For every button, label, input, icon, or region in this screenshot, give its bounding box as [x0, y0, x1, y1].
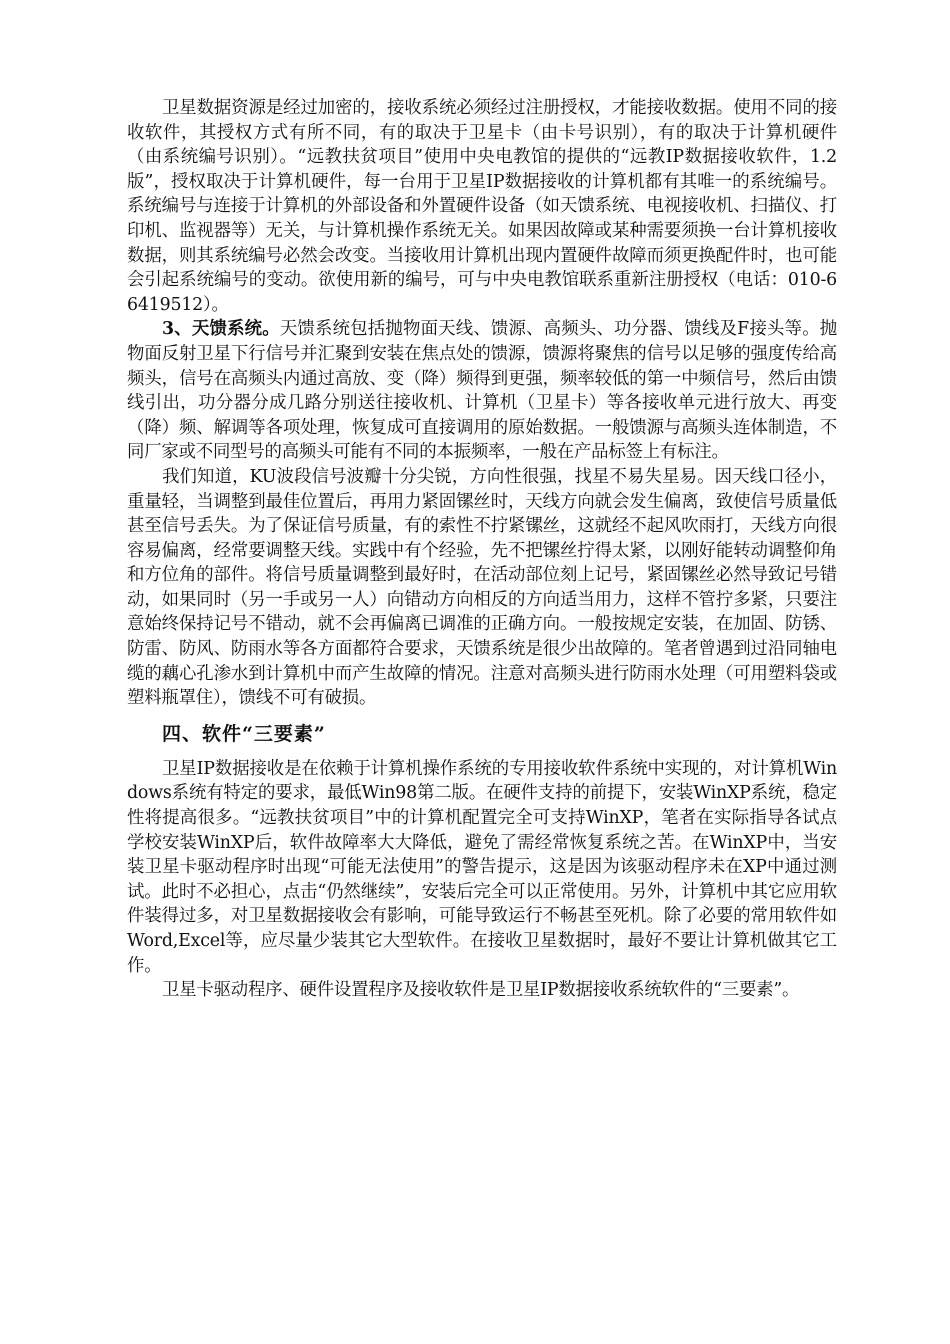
paragraph-text: 天馈系统包括抛物面天线、馈源、高频头、功分器、馈线及F接头等。抛物面反射卫星下行信号并汇聚到安装在焦点处的馈源，馈源将聚焦的信号以足够的强度传给高频头，信号在高频头内通过高放、变（降）频得到更强，频率较低的第一中频信号，然后由馈线引出，功分器分成几路分别送往接收机、计算机（卫星卡）等各接收单元进行放大、再变（降）频、解调等各项处理，恢复成可直接调用的原始数据。一般馈源与高频头连体制造，不同厂家或不同型号的高频头可能有不同的本振频率，一般在产品标签上有标注。	[127, 319, 838, 463]
paragraph-text: 卫星卡驱动程序、硬件设置程序及接收软件是卫星IP数据接收系统软件的“三要素”。	[162, 980, 800, 1001]
document-page	[127, 96, 837, 1003]
paragraph-three-elements	[127, 978, 837, 1003]
paragraph-text: 卫星IP数据接收是在依赖于计算机操作系统的专用接收软件系统中实现的，对计算机Windows系统有特定的要求，最低Win98第二版。在硬件支持的前提下，安装WinXP系统，稳定性将提高很多。“远教扶贫项目”中的计算机配置完全可支持WinXP，笔者在实际指导各试点学校安装WinXP后，软件故障率大大降低，避免了需经常恢复系统之苦。在WinXP中，当安装卫星卡驱动程序时出现“可能无法使用”的警告提示，这是因为该驱动程序未在XP中通过测试。此时不必担心，点击“仍然继续”，安装后完全可以正常使用。另外，计算机中其它应用软件装得过多，对卫星数据接收会有影响，可能导致运行不畅甚至死机。除了必要的常用软件如Word,Excel等，应尽量少装其它大型软件。在接收卫星数据时，最好不要让计算机做其它工作。	[127, 758, 837, 976]
paragraph-software	[127, 757, 837, 978]
paragraph-ku-band	[127, 465, 837, 711]
paragraph-text: 我们知道，KU波段信号波瓣十分尖锐，方向性很强，找星不易失星易。因天线口径小，重量轻，当调整到最佳位置后，再用力紧固镙丝时，天线方向就会发生偏离，致使信号质量低甚至信号丢失。为了保证信号质量，有的索性不拧紧镙丝，这就经不起风吹雨打，天线方向很容易偏离，经常要调整天线。实践中有个经验，先不把镙丝拧得太紧，以刚好能转动调整仰角和方位角的部件。将信号质量调整到最好时，在活动部位刻上记号，紧固镙丝必然导致记号错动，如果同时（另一手或另一人）向错动方向相反的方向适当用力，这样不管拧多紧，只要注意始终保持记号不错动，就不会再偏离已调准的正确方向。一般按规定安装，在加固、防锈、防雷、防风、防雨水等各方面都符合要求，天馈系统是很少出故障的。笔者曾遇到过沿同轴电缆的藕心孔渗水到计算机中而产生故障的情况。注意对高频头进行防雨水处理（可用塑料袋或塑料瓶罩住），馈线不可有破损。	[127, 466, 837, 709]
section-heading: 四、软件“三要素”	[162, 722, 326, 745]
paragraph-antenna-system	[127, 317, 837, 465]
paragraph-lead: 3、天馈系统。	[162, 319, 280, 340]
paragraph-text: 卫星数据资源是经过加密的，接收系统必须经过注册授权，才能接收数据。使用不同的接收软件，其授权方式有所不同，有的取决于卫星卡（由卡号识别），有的取决于计算机硬件（由系统编号识别）。“远教扶贫项目”使用中央电教馆的提供的“远教IP数据接收软件，1.2版”，授权取决于计算机硬件，每一台用于卫星IP数据接收的计算机都有其唯一的系统编号。系统编号与连接于计算机的外部设备和外置硬件设备（如天馈系统、电视接收机、扫描仪、打印机、监视器等）无关，与计算机操作系统无关。如果因故障或某种需要须换一台计算机接收数据，则其系统编号必然会改变。当接收用计算机出现内置硬件故障而须更换配件时，也可能会引起系统编号的变动。欲使用新的编号，可与中央电教馆联系重新注册授权（电话：010-66419512）。	[127, 98, 837, 315]
paragraph-registration	[127, 96, 837, 317]
